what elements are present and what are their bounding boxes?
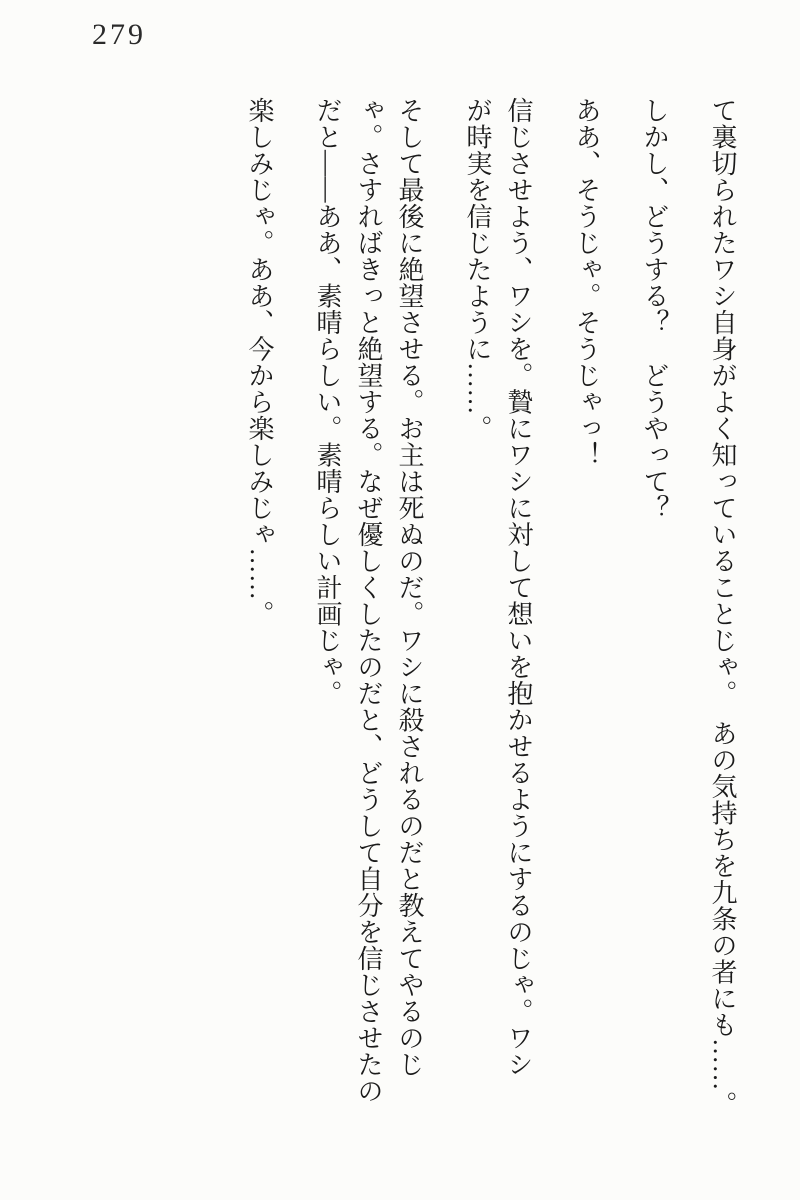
vertical-text-line: 楽しみじゃ。ああ、今から楽しみじゃ……。 xyxy=(245,97,274,627)
page-number: 279 xyxy=(92,18,146,51)
vertical-text-line: そして最後に絶望させる。お主は死ぬのだ。ワシに殺されるのだと教えてやるのじ xyxy=(395,97,424,1078)
section-break-line xyxy=(0,97,239,1182)
vertical-text-line: て裏切られたワシ自身がよく知っていることじゃ。 あの気持ちを九条の者にも……。 xyxy=(708,97,737,1118)
vertical-text-line: が時実を信じたように……。 xyxy=(463,97,492,442)
vertical-text-line: ゃ。さすればきっと絶望する。なぜ優しくしたのだと、どうして自分を信じさせたの xyxy=(354,97,383,1104)
vertical-text-line: しかし、どうする？ どうやって？ xyxy=(640,97,669,521)
vertical-text-line: ああ、そうじゃ。そうじゃっ！ xyxy=(572,97,601,468)
vertical-text-line: だと――ああ、素晴らしい。素晴らしい計画じゃ。 xyxy=(313,97,342,707)
vertical-text-line: 信じさせよう、ワシを。贄にワシに対して想いを抱かせるようにするのじゃ。ワシ xyxy=(504,97,533,1078)
vertical-text-block xyxy=(0,97,743,1182)
